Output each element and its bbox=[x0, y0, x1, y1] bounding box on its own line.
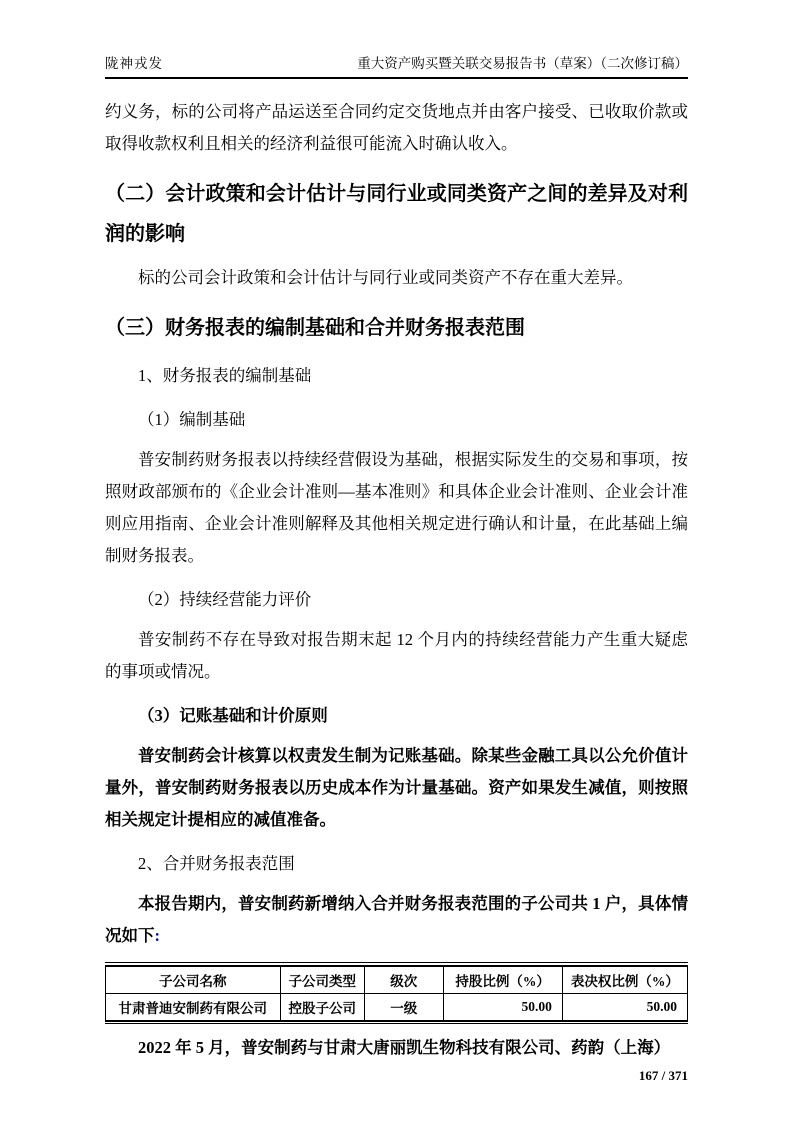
heading-section-two: （二）会计政策和会计估计与同行业或同类资产之间的差异及对利润的影响 bbox=[105, 183, 688, 245]
table-row bbox=[106, 993, 688, 1021]
col-header-level: 级次 bbox=[364, 966, 443, 994]
col-header-subsidiary-name: 子公司名称 bbox=[106, 966, 281, 994]
cell-shareholding-ratio: 50.00 bbox=[443, 993, 562, 1021]
cell-level: 一级 bbox=[364, 993, 443, 1021]
heading-section-three: （三）财务报表的编制基础和合并财务报表范围 bbox=[105, 317, 525, 339]
subheading-1-1-preparation-basis: （1）编制基础 bbox=[138, 410, 246, 429]
header-report-title: 重大资产购买暨关联交易报告书（草案）（二次修订稿） bbox=[357, 56, 688, 71]
header-company-name: 陇神戎发 bbox=[105, 56, 163, 71]
subheading-2-consolidation-scope: 2、合并财务报表范围 bbox=[138, 854, 295, 873]
paragraph-going-concern: 普安制药不存在导致对报告期末起 12 个月内的持续经营能力产生重大疑虑的事项或情况。 bbox=[105, 630, 688, 681]
col-header-voting-ratio: 表决权比例（%） bbox=[562, 966, 687, 994]
consolidation-scope-colon: : bbox=[154, 926, 160, 945]
paragraph-after-table: 2022 年 5 月，普安制药与甘肃大唐丽凯生物科技有限公司、药韵（上海） bbox=[138, 1038, 671, 1057]
cell-subsidiary-type: 控股子公司 bbox=[280, 993, 364, 1021]
subsidiary-table-wrapper bbox=[105, 962, 688, 1024]
subheading-1-statement-basis: 1、财务报表的编制基础 bbox=[138, 366, 312, 385]
paragraph-bookkeeping-basis: 普安制药会计核算以权责发生制为记账基础。除某些金融工具以公允价值计量外，普安制药财务报表以历史成本作为计量基础。资产如果发生减值，则按照相关规定计提相应的减值准备。 bbox=[105, 746, 688, 829]
paragraph-consolidation-scope bbox=[105, 888, 688, 952]
table-header-row bbox=[106, 966, 688, 994]
cell-voting-ratio: 50.00 bbox=[562, 993, 687, 1021]
page-body bbox=[105, 96, 688, 1084]
col-header-shareholding-ratio: 持股比例（%） bbox=[443, 966, 562, 994]
paragraph-revenue-recognition-continuation: 约义务，标的公司将产品运送至合同约定交货地点并由客户接受、已收取价款或取得收款权利且相关的经济利益很可能流入时确认收入。 bbox=[105, 102, 688, 153]
page-header bbox=[105, 52, 688, 79]
page-number: 167 / 371 bbox=[638, 1068, 688, 1083]
subsidiary-table bbox=[105, 965, 688, 1022]
col-header-subsidiary-type: 子公司类型 bbox=[280, 966, 364, 994]
paragraph-no-material-difference: 标的公司会计政策和会计估计与同行业或同类资产不存在重大差异。 bbox=[138, 268, 633, 287]
subheading-1-3-bookkeeping-basis: （3）记账基础和计价原则 bbox=[138, 706, 328, 725]
subheading-1-2-going-concern: （2）持续经营能力评价 bbox=[138, 590, 312, 609]
paragraph-preparation-basis: 普安制药财务报表以持续经营假设为基础，根据实际发生的交易和事项，按照财政部颁布的《企业会计准则—基本准则》和具体企业会计准则、企业会计准则应用指南、企业会计准则解释及其他相关规定进行确认和计量，在此基础上编制财务报表。 bbox=[105, 450, 688, 565]
consolidation-scope-text: 本报告期内，普安制药新增纳入合并财务报表范围的子公司共 1 户，具体情况如下 bbox=[105, 894, 688, 945]
cell-subsidiary-name: 甘肃普迪安制药有限公司 bbox=[106, 993, 281, 1021]
